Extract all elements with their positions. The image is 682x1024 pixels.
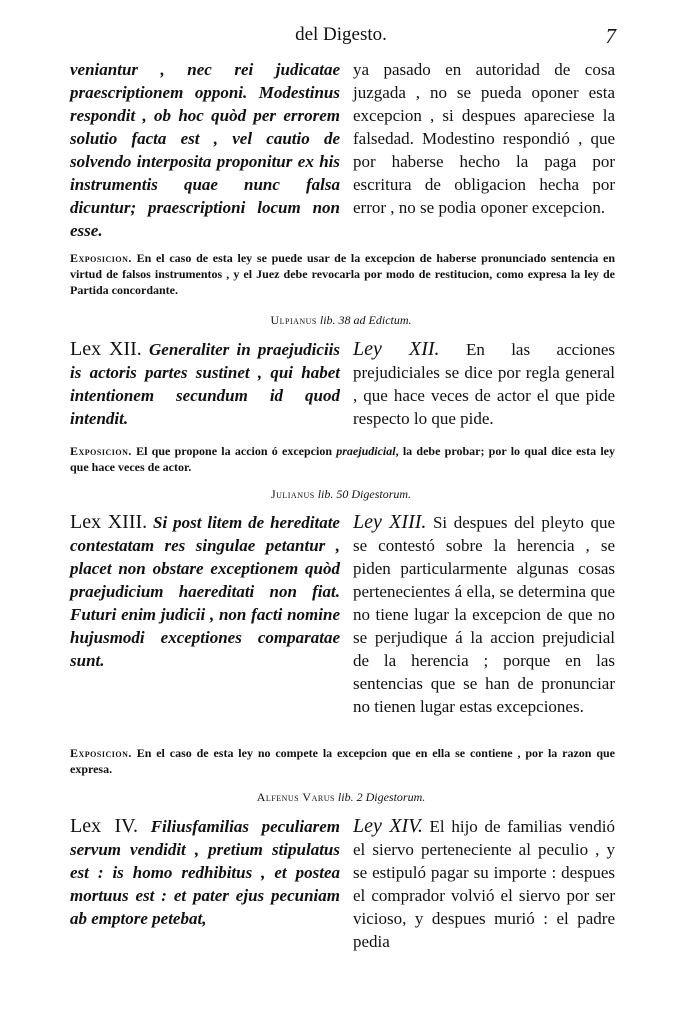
spanish-column	[353, 511, 615, 718]
exposicion-text-end: , la debe probar; por lo qual dice esta ley que hace veces de actor.	[70, 444, 616, 474]
source-reference: lib. 50 Digestorum.	[317, 487, 412, 501]
spanish-text: Si despues del pleyto que se contestó sobre la herencia , se piden particularmente algunas cosas pertenecientes á ella, se determina que no tiene lugar la excepcion de que no se perjudique á la accion prejudicial de la herencia ; porque en las sentencias que se han de pronunciar no tienen lugar estas excepciones.	[353, 513, 615, 716]
spanish-column	[353, 338, 615, 430]
latin-column	[70, 815, 340, 930]
latin-text: Generaliter in praejudiciis is actoris partes sustinet , qui habet intentionem secundum id quod intendit.	[70, 340, 341, 428]
latin-text: veniantur , nec rei judicatae praescriptionem opponi. Modestinus respondit , ob hoc quòd per errorem solutio facta est , vel cautio de solvendo interposita proponitur ex his instrumentis quae nunc falsa dicuntur; praescriptioni locum non esse.	[70, 60, 340, 240]
source-reference: lib. 2 Digestorum.	[337, 790, 426, 804]
spanish-text: En las acciones prejudiciales se dice por regla general , que hace veces de actor el que pide respecto lo que pide.	[353, 340, 615, 428]
source-reference: lib. 38 ad Edictum.	[319, 313, 412, 327]
exposicion-label: Exposicion.	[70, 444, 132, 458]
latin-text: Filiusfamilias peculiarem servum vendidit , pretium stipulatus est : is homo redhibitus , et postea mortuus est : et pater ejus pecuniam ab emptore petebat,	[70, 817, 341, 928]
ley-heading: Ley XIII.	[353, 511, 427, 533]
latin-column	[70, 338, 340, 430]
section-1	[70, 58, 615, 242]
spanish-column	[353, 815, 615, 953]
source-author: Alfenus Varus	[256, 790, 335, 804]
section-4	[70, 815, 615, 965]
section-2	[70, 338, 615, 432]
source-line-2	[0, 313, 682, 328]
latin-text: Si post litem de hereditate contestatam res singulae petantur , placet non obstare exceptionem quòd praejudicium haereditati non fiat. Futuri enim judicii , non facti nomine hujusmodi exceptiones comparatae sunt.	[70, 513, 340, 670]
source-line-3	[0, 487, 682, 502]
lex-heading: Lex XII.	[70, 338, 142, 360]
latin-column	[70, 58, 340, 242]
lex-heading: Lex IV.	[70, 815, 139, 837]
section-3	[70, 511, 615, 741]
spanish-text: ya pasado en autoridad de cosa juzgada , no se pueda oponer esta excepcion , si despues apareciese la falsedad. Modestino respondió , que por haberse hecho la paga por escritura de obligacion hecha por error , no se podia oponer excepcion.	[353, 60, 615, 217]
exposicion-label: Exposicion.	[70, 746, 132, 760]
exposicion-text: En el caso de esta ley no compete la excepcion que en ella se contiene , por la razon que expresa.	[70, 746, 616, 776]
page-header	[0, 24, 682, 50]
ley-heading: Ley XIV.	[353, 815, 423, 837]
exposicion-text: El que propone la accion ó excepcion	[136, 444, 332, 458]
exposicion-label: Exposicion.	[70, 251, 132, 265]
latin-column	[70, 511, 340, 672]
running-head: del Digesto.	[295, 24, 387, 45]
lex-heading: Lex XIII.	[70, 511, 148, 533]
source-author: Julianus	[270, 487, 315, 501]
exposicion-text: En el caso de esta ley se puede usar de la excepcion de haberse pronunciado sentencia en virtud de falsos instrumentos , y el Juez debe revocarla por modo de restitucion, como expresa la ley de Partida concordante.	[70, 251, 616, 297]
exposicion-3	[70, 745, 615, 777]
source-author: Ulpianus	[270, 313, 317, 327]
page-number: 7	[605, 24, 616, 48]
exposicion-2	[70, 443, 615, 475]
spanish-column	[353, 58, 615, 219]
exposicion-italic-term: praejudicial	[336, 444, 396, 458]
spanish-text: El hijo de familias vendió el siervo perteneciente al peculio , y se estipuló pagar su importe : despues el comprador volvió el siervo por ser vicioso, y despues murió : el padre pedia	[353, 817, 615, 951]
ley-heading: Ley XII.	[353, 338, 440, 360]
exposicion-1	[70, 250, 615, 298]
source-line-4	[0, 790, 682, 805]
